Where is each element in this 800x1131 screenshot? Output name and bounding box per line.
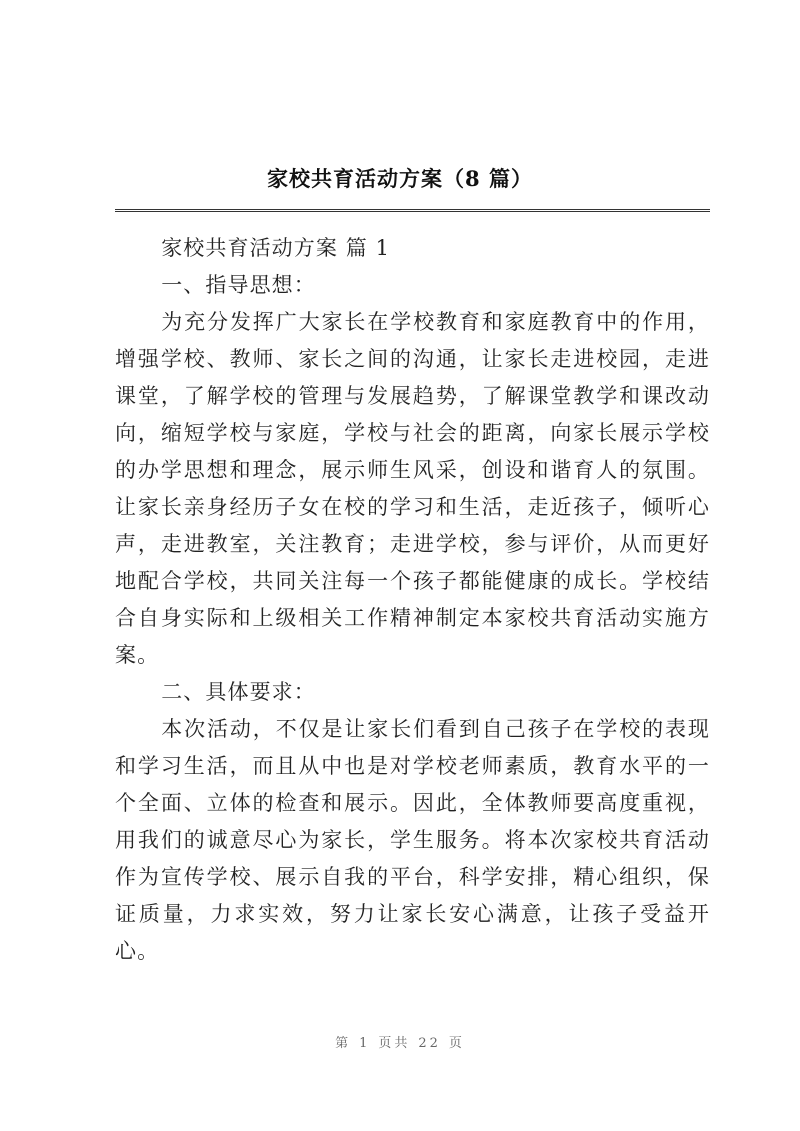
title-divider (115, 209, 710, 212)
section-heading-guiding-thought: 一、指导思想： (161, 273, 316, 297)
document-title: 家校共育活动方案（8 篇） (267, 166, 533, 191)
footer-prefix: 第 (335, 1036, 352, 1051)
page-footer (0, 1032, 800, 1051)
paragraph-guiding-thought: 为充分发挥广大家长在学校教育和家庭教育中的作用，增强学校、教师、家长之间的沟通，让家长走进校园，走进课堂，了解学校的管理与发展趋势，了解课堂教学和课改动向，缩短学校与家庭，学校与社会的距离，向家长展示学校的办学思想和理念，展示师生风采，创设和谐育人的氛围。让家长亲身经历子女在校的学习和生活，走近孩子，倾听心声，走进教室，关注教育；走进学校，参与评价，从而更好地配合学校，共同关注每一个孩子都能健康的成长。学校结合自身实际和上级相关工作精神制定本家校共育活动实施方案。 (115, 310, 710, 667)
paragraph-requirements: 本次活动，不仅是让家长们看到自己孩子在学校的表现和学习生活，而且从中也是对学校老师素质，教育水平的一个全面、立体的检查和展示。因此，全体教师要高度重视，用我们的诚意尽心为家长，学生服务。将本次家校共育活动作为宣传学校、展示自我的平台，科学安排，精心组织，保证质量，力求实效，努力让家长安心满意，让孩子受益开心。 (115, 717, 710, 963)
footer-page-number: 1 (359, 1036, 371, 1051)
footer-suffix: 页 (448, 1036, 465, 1051)
document-body (115, 230, 710, 970)
footer-middle: 页共 (378, 1036, 411, 1051)
section-heading-article-1: 家校共育活动方案 篇 1 (161, 236, 391, 260)
section-heading-requirements: 二、具体要求： (161, 680, 316, 704)
footer-total-pages: 22 (418, 1036, 441, 1051)
